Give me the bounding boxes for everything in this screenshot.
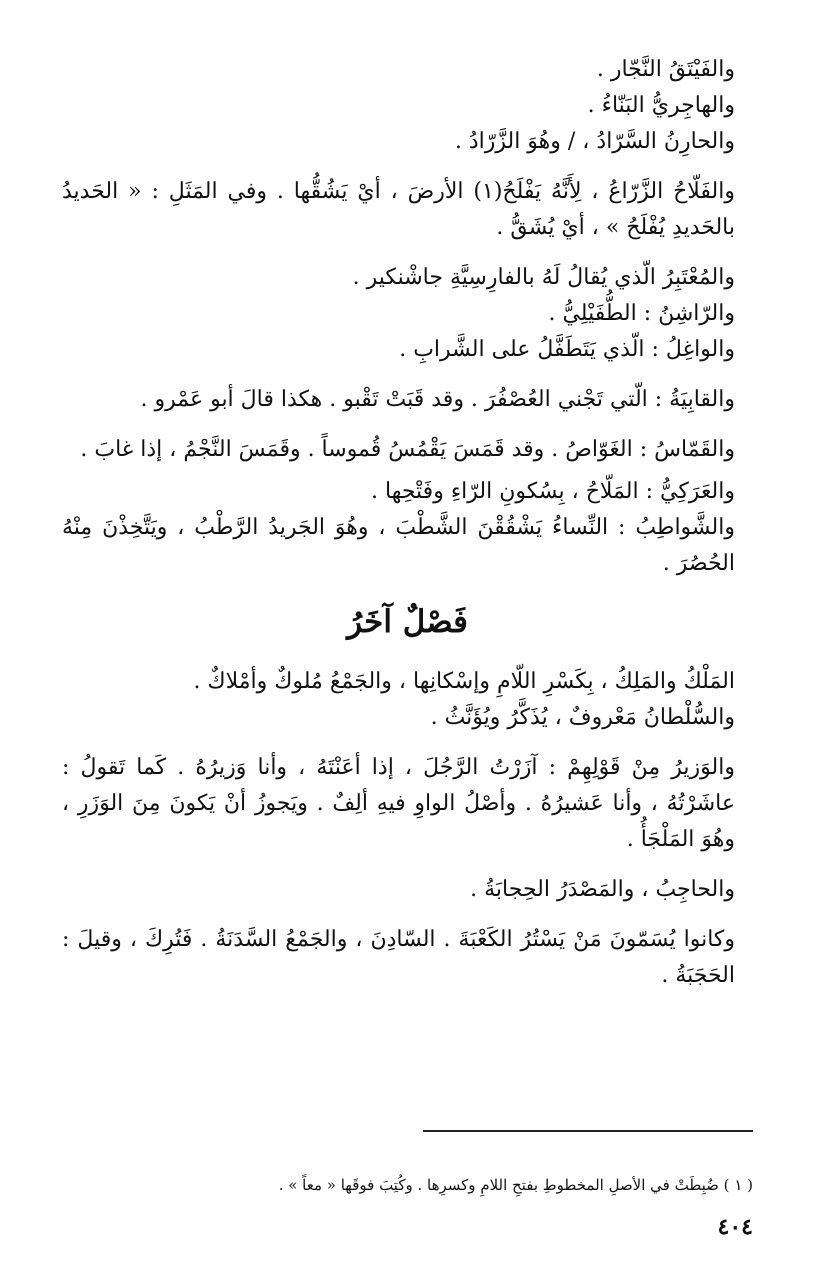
entry-paragraph: والمُعْتَبِرُ الّذي يُقالُ لَهُ بالفارِسِيَّةِ جاشْنكير . [352,265,735,290]
entry-paragraph: والفَلّاحُ الزَّرّاعُ ، لِأَنَّهُ يَفْلَحُ(١) الأرضَ ، أيْ يَشُقُّها . وفي المَثَلِ : « الحَديدُ بالحَديدِ يُفْلَحُ » ، أيْ يُشَقُّ . [62,179,735,240]
entries-top [62,52,753,582]
entry-paragraph: والشَّواطِبُ : النِّساءُ يَشْقُقْنَ الشَّطْبَ ، وهُوَ الجَريدُ الرَّطْبُ ، ويَتَّخِذْنَ مِنْهُ الحُصُرَ . [62,515,735,576]
entry-paragraph: والقابِيَةُ : الّتي تَجْني العُصْفُرَ . وقد قَبَتْ تَقْبو . هكذا قالَ أبو عَمْرو . [140,387,735,412]
entry-paragraph: والفَيْتَقُ النَّجّار . [596,57,735,82]
entry-paragraph: والواغِلُ : الّذي يَتَطَفَّلُ على الشَّرابِ . [399,337,735,362]
entry-paragraph: والقَمّاسُ : الغَوّاصُ . وقد قَمَسَ يَقْمُسُ قُموساً . وقَمَسَ النَّجْمُ ، إذا غابَ . [80,437,735,462]
entry-paragraph: والعَرَكِيُّ : المَلّاحُ ، بِسُكونِ الرّاءِ وفَتْحِها . [371,479,735,504]
entry-paragraph: والحارِنُ السَّرّادُ ، / وهُوَ الزَّرّادُ . [454,129,735,154]
entry-paragraph: والحاجِبُ ، والمَصْدَرُ الحِجابَةُ . [470,877,735,902]
footnote-divider [423,1130,753,1132]
entry-paragraph: المَلْكُ والمَلِكُ ، بِكَسْرِ اللّامِ وإسْكانِها ، والجَمْعُ مُلوكٌ وأمْلاكٌ . [193,669,735,694]
document-page [62,52,753,1247]
footnote: ( ١ ) ضُبِطَتْ في الأصلِ المخطوطِ بفتحِ اللامِ وكسرِها . وكُتِبَ فوقَها « معاً » . [278,1176,753,1194]
entry-paragraph: والهاجِريُّ البَنّاءُ . [587,93,735,118]
entry-paragraph: والرّاشِنُ : الطُّفَيْلِيُّ . [548,301,735,326]
page-number: ٤٠٤ [717,1214,753,1240]
entry-paragraph: والسُّلْطانُ مَعْروفٌ ، يُذَكَّرُ ويُؤَنَّثُ . [430,705,735,730]
entry-paragraph: والوَزيرُ مِنْ قَوْلِهِمْ : آزَرْتُ الرَّجُلَ ، إذا أعَنْتَهُ ، وأنا وَزيرُهُ . كَما تَقولُ : عاشَرْتُهُ ، وأنا عَشيرُهُ . وأصْلُ الواوِ فيهِ ألِفٌ . ويَجوزُ أنْ يَكونَ مِنَ الوَزَرِ ، وهُوَ المَلْجَأُ . [62,755,735,852]
section-heading: فَصْلٌ آخَرُ [347,604,468,640]
entries-bottom [62,664,753,994]
entry-paragraph: وكانوا يُسَمّونَ مَنْ يَسْتُرُ الكَعْبَةَ . السّادِنَ ، والجَمْعُ السَّدَنَةُ . فَتُرِكَ ، وقيلَ : الحَجَبَةُ . [62,927,735,988]
